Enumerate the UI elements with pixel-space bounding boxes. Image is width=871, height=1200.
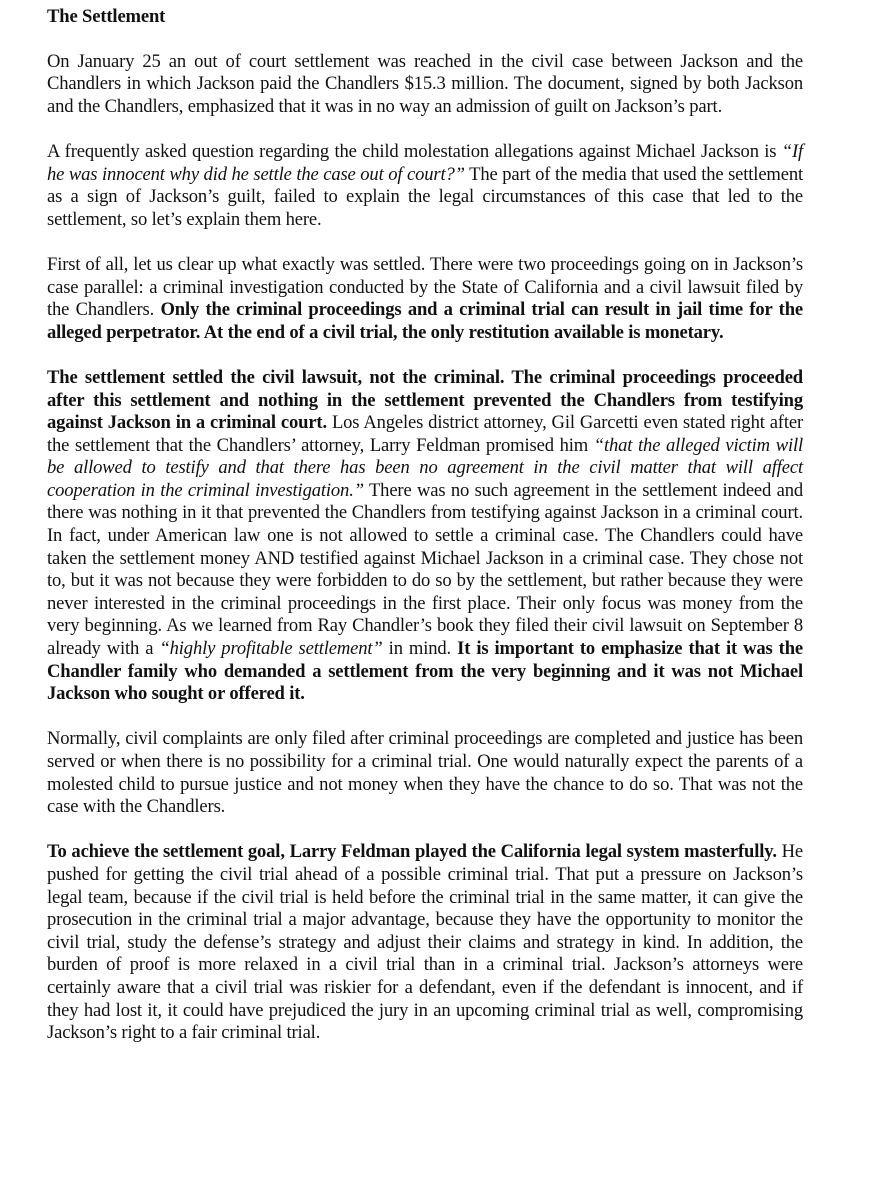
paragraph-two-proceedings [47, 254, 803, 344]
section-heading: The Settlement [47, 6, 166, 27]
text-run: A frequently asked question regarding the child molestation allegations against Michael Jackson is [47, 140, 782, 162]
document-page [47, 6, 803, 1067]
text-run: The part of the media that used the settlement as a sign of Jackson’s guilt, failed to explain the legal circumstances of this case that led to the settlement, so let’s explain them here. [47, 163, 803, 230]
emphasis-text: Only the criminal proceedings and a criminal trial can result in jail time for the alleged perpetrator. At the end of a civil trial, the only restitution available is monetary. [47, 299, 803, 343]
text-run: There was no such agreement in the settlement indeed and there was nothing in it that prevented the Chandlers from testifying against Jackson in a criminal court. In fact, under American law one is not allowed to settle a criminal case. The Chandlers could have taken the settlement money AND testified against Michael Jackson in a criminal case. They chose not to, but it was not because they were forbidden to do so by the settlement, but rather because they were never interested in the criminal proceedings in the first place. Their only focus was money from the very beginning. As we learned from Ray Chandler’s book they filed their civil lawsuit on September 8 already with a [47, 479, 803, 660]
emphasis-text: The settlement settled the civil lawsuit, not the criminal. The criminal proceedings proceeded after this settlement and nothing in the settlement prevented the Chandlers from testifying against Jackson in a criminal court. [47, 366, 803, 434]
garcetti-quote: “that the alleged victim will be allowed to testify and that there has been no agreement in the civil matter that will affect cooperation in the criminal investigation.” [47, 434, 803, 501]
paragraph-civil-complaints [47, 728, 803, 818]
text-run: in mind. [382, 638, 458, 660]
paragraph-feldman-strategy [47, 841, 803, 1044]
book-quote: “highly profitable settlement” [159, 638, 383, 660]
text-run: Los Angeles district attorney, Gil Garcetti even stated right after the settlement that the Chandlers’ attorney, Larry Feldman promised him [47, 412, 803, 456]
emphasis-text: To achieve the settlement goal, Larry Feldman played the California legal system masterfully. [47, 841, 777, 863]
text-run: On January 25 an out of court settlement was reached in the civil case between Jackson and the Chandlers in which Jackson paid the Chandlers $15.3 million. The document, signed by both Jackson and the Chandlers, emphasized that it was in no way an admission of guilt on Jackson’s part. [47, 50, 803, 117]
paragraph-civil-not-criminal [47, 367, 803, 706]
text-run: He pushed for getting the civil trial ahead of a possible criminal trial. That put a pressure on Jackson’s legal team, because if the civil trial is held before the criminal trial in the same matter, it can give the prosecution in the criminal trial a major advantage, because they have the opportunity to monitor the civil trial, study the defense’s strategy and adjust their claims and strategy in kind. In addition, the burden of proof is more relaxed in a civil trial than in a criminal trial. Jackson’s attorneys were certainly aware that a civil trial was riskier for a defendant, even if the defendant is innocent, and if they had lost it, it could have prejudiced the jury in an upcoming criminal trial as well, compromising Jackson’s right to a fair criminal trial. [47, 841, 803, 1044]
paragraph-faq [47, 141, 803, 231]
text-run: Normally, civil complaints are only filed after criminal proceedings are completed and justice has been served or when there is no possibility for a criminal trial. One would naturally expect the parents of a molested child to pursue justice and not money when they have the chance to do so. That was not the case with the Chandlers. [47, 728, 803, 818]
text-run: First of all, let us clear up what exactly was settled. There were two proceedings going on in Jackson’s case parallel: a criminal investigation conducted by the State of California and a civil lawsuit filed by the Chandlers. [47, 253, 803, 321]
paragraph-settlement-intro [47, 51, 803, 119]
emphasis-text: It is important to emphasize that it was the Chandler family who demanded a settlement from the very beginning and it was not Michael Jackson who sought or offered it. [47, 638, 803, 705]
quoted-question: “If he was innocent why did he settle the case out of court?” [47, 140, 803, 185]
